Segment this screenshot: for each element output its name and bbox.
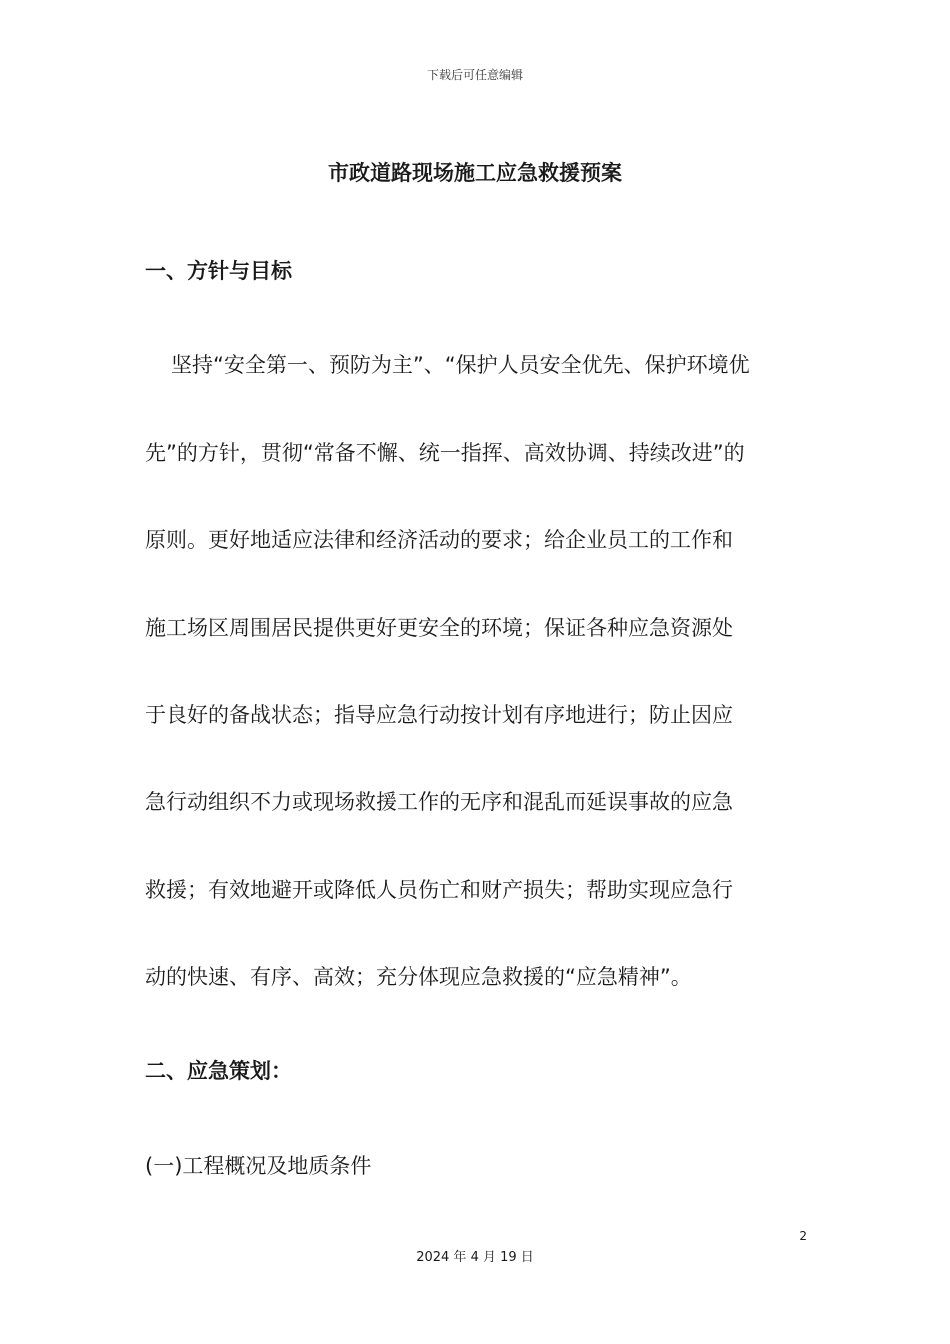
section-heading-1: 一、方针与目标 [145, 259, 292, 283]
sub-heading: (一)工程概况及地质条件 [145, 1154, 372, 1178]
paragraph-line: 原则。更好地适应法律和经济活动的要求；给企业员工的工作和 [145, 528, 733, 552]
document-title: 市政道路现场施工应急救援预案 [328, 161, 622, 185]
paragraph-line: 坚持“安全第一、预防为主”、“保护人员安全优先、保护环境优 [171, 353, 750, 377]
paragraph-line: 于良好的备战状态；指导应急行动按计划有序地进行；防止因应 [145, 703, 733, 727]
paragraph-line: 先”的方针，贯彻“常备不懈、统一指挥、高效协调、持续改进”的 [145, 441, 745, 465]
paragraph-line: 急行动组织不力或现场救援工作的无序和混乱而延误事故的应急 [145, 790, 733, 814]
paragraph-line: 施工场区周围居民提供更好更安全的环境；保证各种应急资源处 [145, 616, 733, 640]
footer-date: 2024 年 4 月 19 日 [416, 1250, 534, 1265]
paragraph-line: 救援；有效地避开或降低人员伤亡和财产损失；帮助实现应急行 [145, 878, 733, 902]
page-number: 2 [799, 1229, 807, 1243]
header-note: 下载后可任意编辑 [426, 68, 523, 82]
section-heading-2: 二、应急策划： [145, 1059, 292, 1083]
paragraph-line: 动的快速、有序、高效；充分体现应急救援的“应急精神”。 [145, 965, 692, 989]
